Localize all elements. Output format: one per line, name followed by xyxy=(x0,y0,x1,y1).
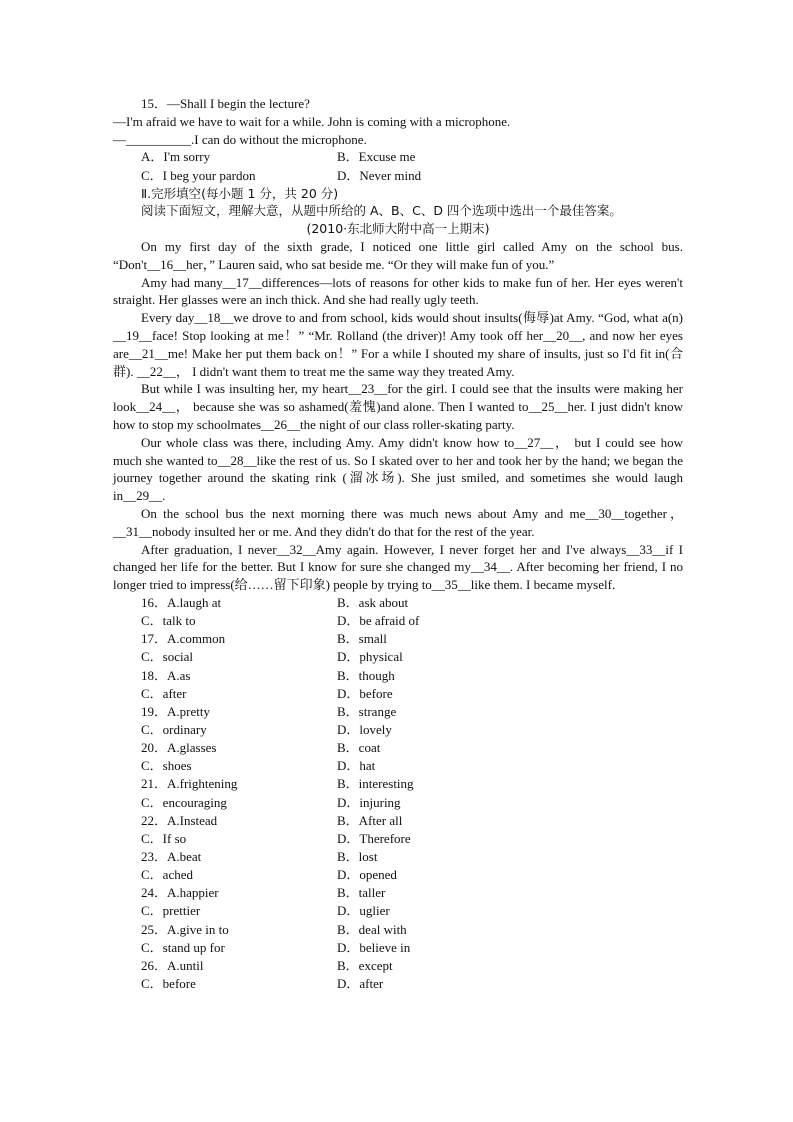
passage-paragraph: Our whole class was there, including Amy. Amy didn't know how to__27__， but I could see how much she wanted to__28__like the rest of us. So I skated over to her and took her by the hand; we began the journey together around the skating rink (溜冰场). She just smiled, and sometimes she would laugh in__29__. xyxy=(113,434,683,504)
option-right: B．deal with xyxy=(337,921,407,937)
options-row xyxy=(113,594,683,612)
option-left: 19．A.pretty xyxy=(141,703,210,719)
question-15-options-row xyxy=(113,167,683,185)
answer-options xyxy=(113,594,683,993)
options-row xyxy=(113,848,683,866)
option-left: C．after xyxy=(141,685,187,701)
option-left: C．before xyxy=(141,975,196,991)
option-left: C．ordinary xyxy=(141,721,207,737)
options-row xyxy=(113,902,683,920)
option-left: C．If so xyxy=(141,830,187,846)
option-right: B．lost xyxy=(337,848,378,864)
option-right: D．before xyxy=(337,685,393,701)
option-left: C．stand up for xyxy=(141,939,225,955)
passage-paragraph: Every day__18__we drove to and from school, kids would shout insults(侮辱)at Amy. “God, what a(n) __19__face! Stop looking at me！” “Mr. Rolland (the driver)! Amy took off her__20__, and now her eyes are__21__me! Make her put them back on！” For a while I shouted my share of insults, just so I'd fit in(合群). __22__， I didn't want them to treat me the same way they treated Amy. xyxy=(113,310,683,379)
option-left: 23．A.beat xyxy=(141,848,202,864)
exam-page xyxy=(113,95,683,993)
passage-paragraph: On the school bus the next morning there was much news about Amy and me__30__together，__31__nobody insulted her or me. And they didn't do that for the rest of the year. xyxy=(113,506,683,539)
option-left: C．prettier xyxy=(141,903,201,919)
option-a: A．I'm sorry xyxy=(141,149,211,165)
passage-paragraph: Amy had many__17__differences—lots of reasons for other kids to make fun of her. Her eyes weren't straight. Her glasses were an inch thick. And she had really ugly teeth. xyxy=(113,274,683,308)
options-row xyxy=(113,794,683,812)
option-left: 22．A.Instead xyxy=(141,812,218,828)
option-right: B．ask about xyxy=(337,595,409,610)
option-right: B．small xyxy=(337,631,387,647)
passage-source: (2010·东北师大附中高一上期末) xyxy=(306,221,490,237)
option-right: D．Therefore xyxy=(337,830,411,846)
option-right: D．physical xyxy=(337,649,403,665)
options-row xyxy=(113,775,683,793)
cloze-passage xyxy=(113,238,683,594)
options-row xyxy=(113,703,683,721)
option-right: B．interesting xyxy=(337,776,414,792)
option-right: D．opened xyxy=(337,867,397,883)
option-c: C．I beg your pardon xyxy=(141,167,256,183)
options-row xyxy=(113,630,683,648)
options-row xyxy=(113,830,683,848)
options-row xyxy=(113,975,683,993)
question-15-options-row xyxy=(113,148,683,166)
option-right: B．strange xyxy=(337,703,397,719)
question-15-stem: 15．—Shall I begin the lecture? xyxy=(141,96,310,111)
options-row xyxy=(113,939,683,957)
options-row xyxy=(113,685,683,703)
option-left: 26．A.until xyxy=(141,957,204,973)
passage-paragraph: On my first day of the sixth grade, I noticed one little girl called Amy on the school bus. “Don't__16__her，” Lauren said, who sat beside me. “Or they will make fun of you.” xyxy=(113,239,683,272)
option-left: 18．A.as xyxy=(141,667,191,683)
options-row xyxy=(113,721,683,739)
option-right: D．uglier xyxy=(337,903,390,919)
option-left: C．social xyxy=(141,649,193,665)
option-left: 25．A.give in to xyxy=(141,921,229,937)
options-row xyxy=(113,612,683,630)
option-right: B．After all xyxy=(337,812,403,828)
option-right: B．except xyxy=(337,957,393,973)
passage-paragraph: After graduation, I never__32__Amy again. However, I never forget her and I've always__33__if I changed her life for the better. But I know for sure she changed my__34__. After becoming her friend, I no longer tried to impress(给……留下印象) people by trying to__35__like them. I became myself. xyxy=(113,541,683,593)
option-right: D．be afraid of xyxy=(337,613,420,629)
options-row xyxy=(113,739,683,757)
option-left: 24．A.happier xyxy=(141,885,219,901)
options-row xyxy=(113,866,683,884)
option-right: D．believe in xyxy=(337,939,411,955)
options-row xyxy=(113,884,683,902)
options-row xyxy=(113,812,683,830)
options-row xyxy=(113,921,683,939)
option-left: C．shoes xyxy=(141,758,192,774)
option-left: 17．A.common xyxy=(141,631,226,647)
option-right: D．after xyxy=(337,975,384,991)
option-left: C．talk to xyxy=(141,613,196,629)
option-right: D．injuring xyxy=(337,794,401,810)
options-row xyxy=(113,648,683,666)
option-right: B．though xyxy=(337,667,395,683)
option-left: 16．A.laugh at xyxy=(141,595,222,610)
option-right: B．coat xyxy=(337,740,381,756)
section-instruction: 阅读下面短文，理解大意，从题中所给的 A、B、C、D 四个选项中选出一个最佳答案。 xyxy=(141,203,622,219)
options-row xyxy=(113,667,683,685)
options-row xyxy=(113,757,683,775)
option-left: C．encouraging xyxy=(141,794,227,810)
question-15-dialogue-line: —I'm afraid we have to wait for a while. John is coming with a microphone. xyxy=(113,113,511,129)
option-left: 21．A.frightening xyxy=(141,776,238,792)
option-d: D．Never mind xyxy=(337,167,422,183)
passage-paragraph: But while I was insulting her, my heart__23__for the girl. I could see that the insults were making her look__24__， because she was so ashamed(羞愧)and alone. Then I wanted to__25__her. I just didn't know how to stop my schoolmates__26__the night of our class roller-skating party. xyxy=(113,381,683,433)
section-heading: Ⅱ.完形填空(每小题 1 分，共 20 分) xyxy=(141,185,339,201)
option-left: C．ached xyxy=(141,867,193,883)
option-right: D．lovely xyxy=(337,721,392,737)
option-b: B．Excuse me xyxy=(337,149,416,165)
question-15-dialogue-line: —__________.I can do without the microphone. xyxy=(113,131,367,147)
option-right: D．hat xyxy=(337,758,376,774)
option-right: B．taller xyxy=(337,885,386,901)
option-left: 20．A.glasses xyxy=(141,740,217,756)
options-row xyxy=(113,957,683,975)
